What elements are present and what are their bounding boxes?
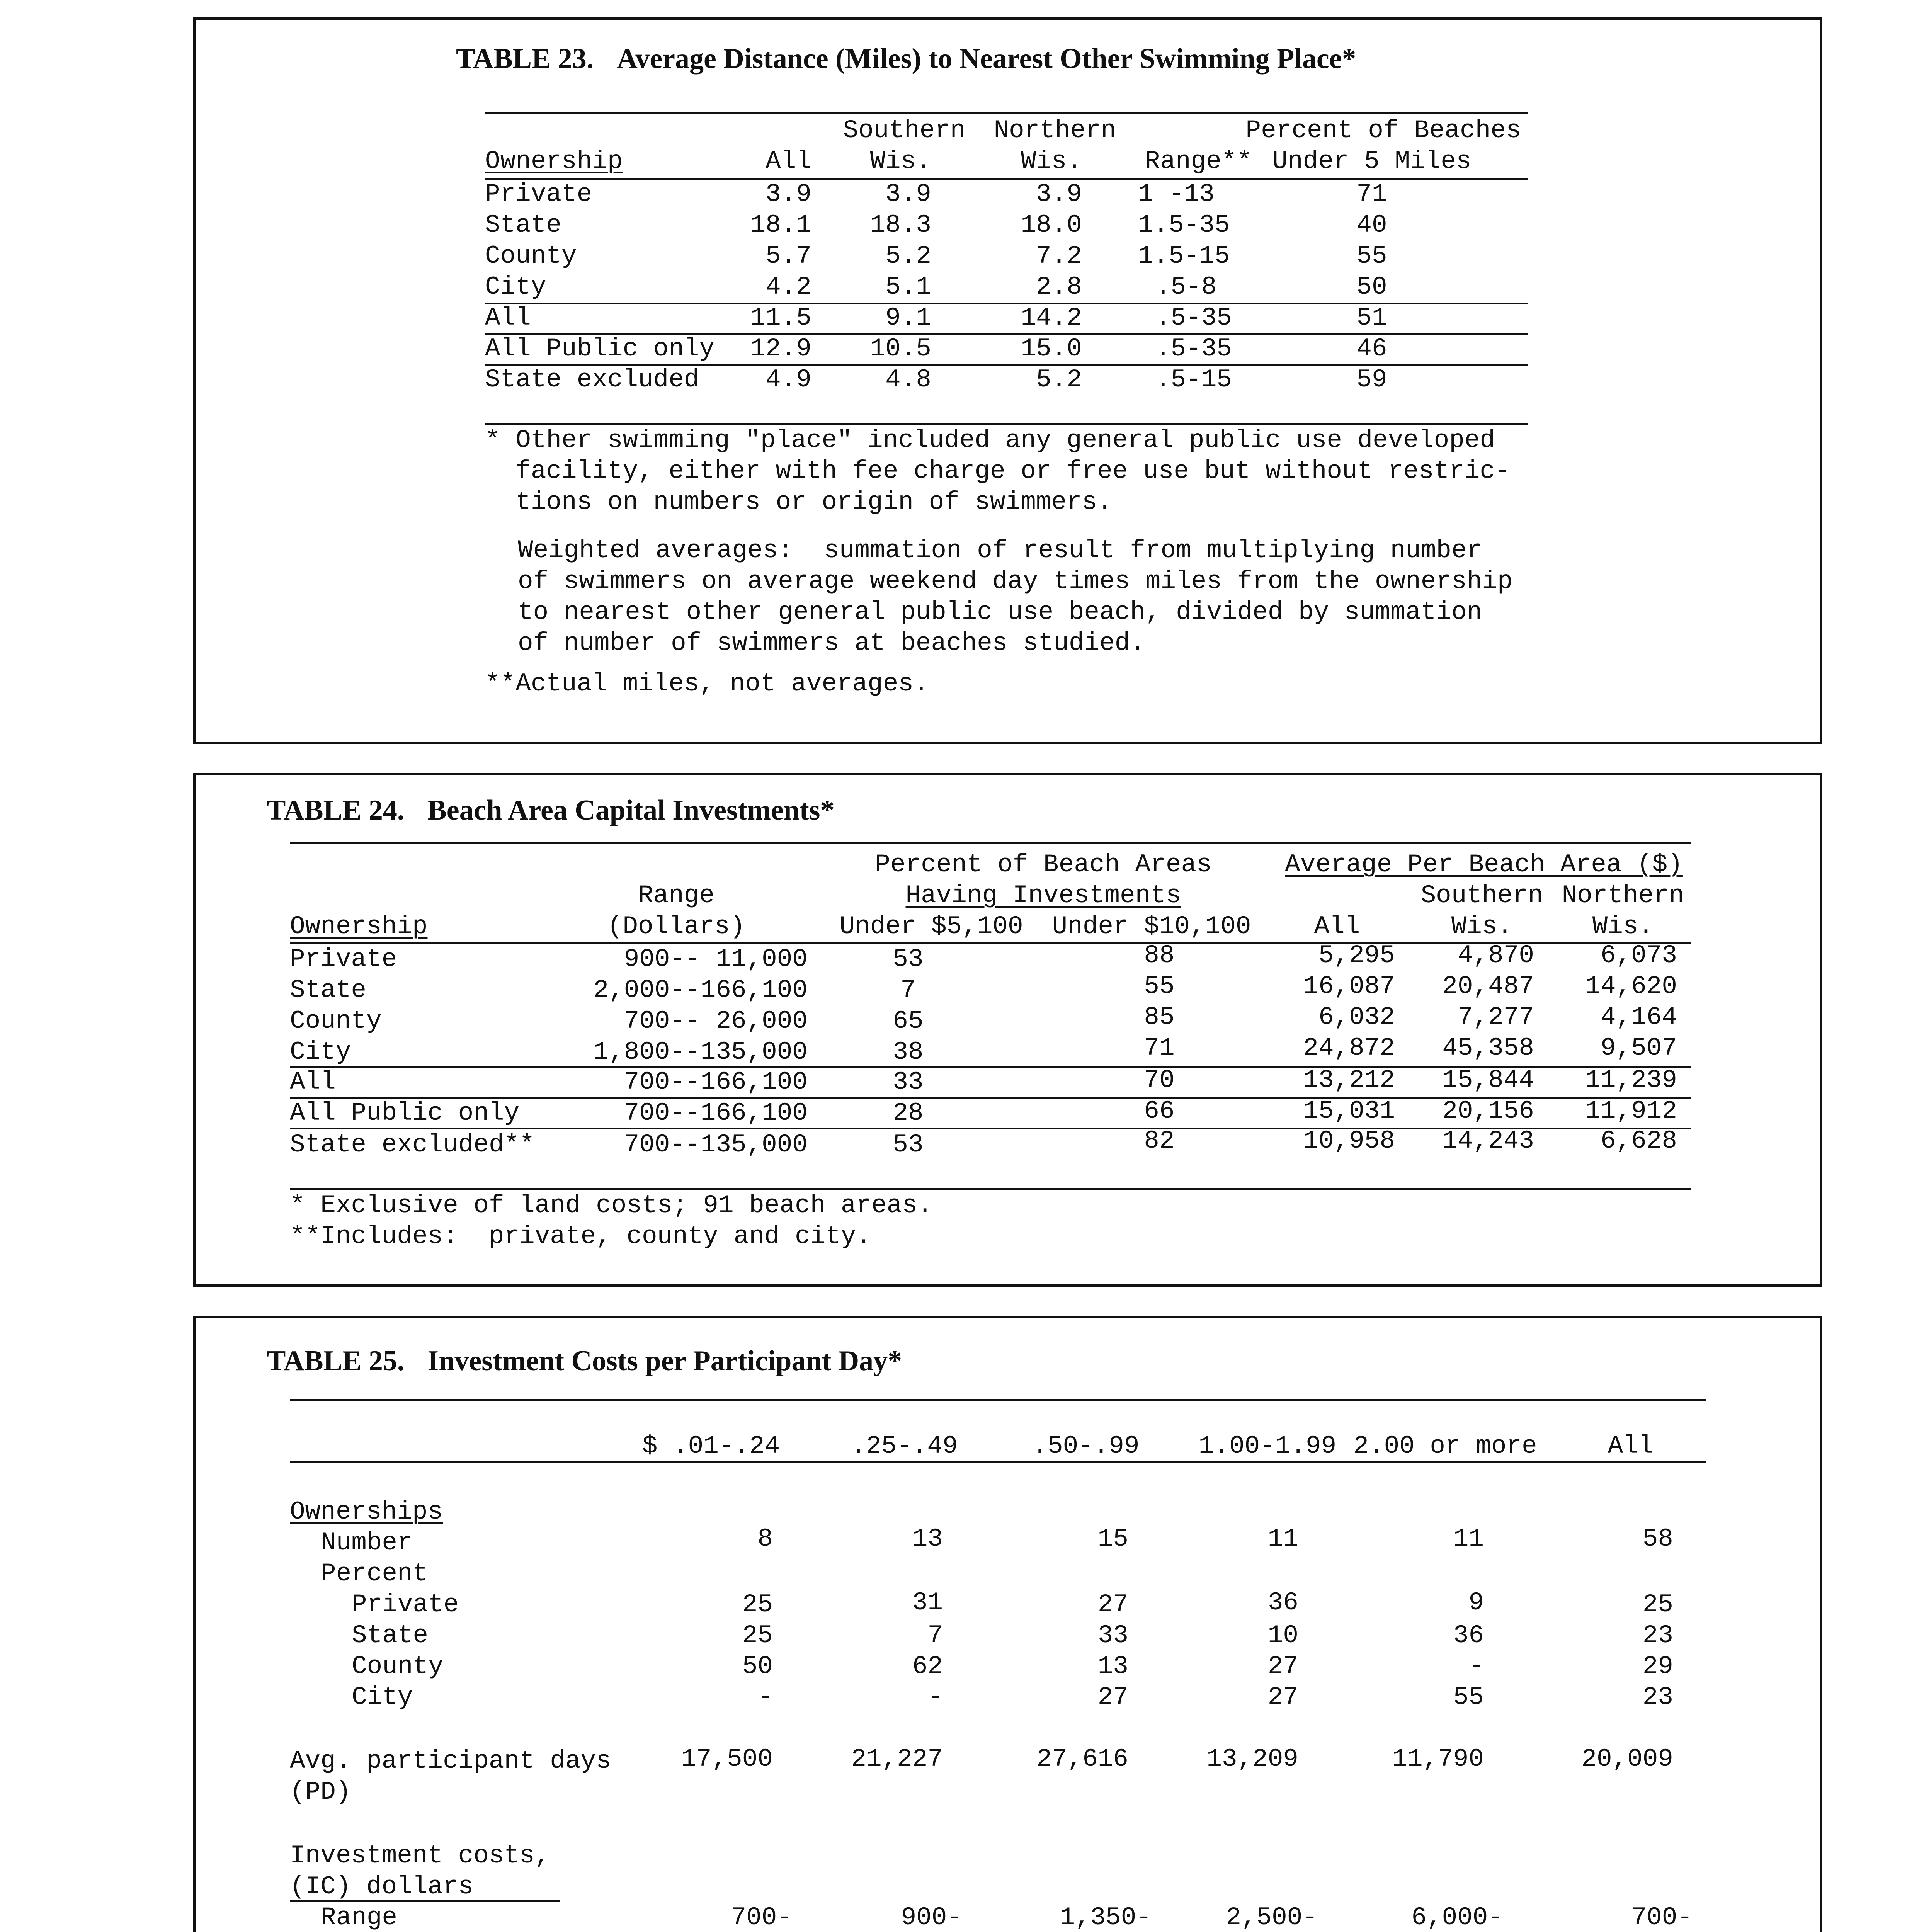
t24-cell-southern: 7,277 [1457,1003,1534,1032]
t25-cell: 36 [1453,1621,1484,1650]
t25-cell: 55 [1453,1683,1484,1712]
t23-cell-all: 4.2 [766,272,811,301]
t25-cell: 21,227 [851,1745,943,1774]
t24-cell-u10100: 55 [1144,972,1175,1001]
t25-col-head-1: $ .01-.24 [642,1432,780,1461]
t24-cell-range: 700--135,000 [624,1130,808,1159]
t24-cell-southern: 20,487 [1442,972,1534,1001]
t25-cell: 13,209 [1206,1745,1298,1774]
table-23-title-text: Average Distance (Miles) to Nearest Other Swimming Place* [617,43,1356,75]
t24-cell-u10100: 85 [1144,1003,1175,1032]
t24-cell-northern: 6,073 [1600,941,1677,970]
t24-cell-u10100: 82 [1144,1126,1175,1155]
t25-cell: 25 [742,1621,773,1650]
t24-cell-ownership: All [290,1068,336,1097]
t25-cell: 11,790 [1392,1745,1484,1774]
t23-cell-southern: 18.3 [870,211,931,240]
t25-row-label: County [352,1652,444,1681]
t24-cell-u10100: 71 [1144,1034,1175,1063]
t25-cell: 27 [1267,1683,1298,1712]
t23-cell-ownership: County [485,242,577,270]
t23-cell-ownership: All Public only [485,334,715,363]
t23-cell-ownership: All [485,303,531,332]
t24-cell-northern: 6,628 [1600,1126,1677,1155]
t24-cell-all: 24,872 [1303,1034,1395,1063]
t24-cell-u5100: 65 [893,1007,924,1036]
t23-cell-percent: 51 [1356,303,1387,332]
t24-cell-northern: 11,239 [1585,1066,1677,1095]
t23-all-head: All [766,147,811,176]
t24-cell-ownership: City [290,1037,351,1066]
t23-cell-northern: 7.2 [1036,242,1082,270]
table-23-top-rule [485,112,1528,114]
t24-cell-range: 1,800--135,000 [593,1037,808,1066]
t23-cell-percent: 50 [1356,272,1387,301]
t23-cell-range: .5-35 [1155,334,1232,363]
t24-cell-southern: 14,243 [1442,1126,1534,1155]
t25-cell: 29 [1642,1652,1673,1681]
t25-cell: 700- [1631,1903,1693,1932]
t25-row-label: City [352,1683,413,1712]
t23-southern-top: Southern [843,116,966,145]
t24-cell-southern: 20,156 [1442,1097,1534,1126]
t25-range-label: Range [321,1903,398,1932]
t23-cell-northern: 3.9 [1036,180,1082,209]
t25-cell: 10 [1267,1621,1298,1650]
t23-range-head: Range** [1145,147,1252,176]
t24-cell-ownership: Private [290,945,397,974]
t23-cell-percent: 71 [1356,180,1387,209]
t25-cell: 20,009 [1581,1745,1673,1774]
t25-avg-pd-label-1: Avg. participant days [290,1747,611,1776]
t24-cell-u10100: 88 [1144,941,1175,970]
t24-northern-top: Northern [1562,881,1684,910]
t25-row-label: State [352,1621,429,1650]
t24-cell-u5100: 53 [893,945,924,974]
t24-cell-all: 10,958 [1303,1126,1395,1155]
t24-range-head: (Dollars) [607,912,745,941]
t23-cell-southern: 5.2 [885,242,931,270]
t23-cell-percent: 46 [1356,334,1387,363]
t23-cell-all: 18.1 [750,211,811,240]
t24-cell-northern: 4,164 [1600,1003,1677,1032]
t24-northern-head: Wis. [1592,912,1654,941]
t24-under5100-head: Under $5,100 [839,912,1023,941]
t24-cell-all: 13,212 [1303,1066,1395,1095]
t25-cell: 25 [1642,1590,1673,1619]
t24-cell-southern: 45,358 [1442,1034,1534,1063]
t23-cell-ownership: Private [485,180,592,209]
t25-cell: 11 [1453,1524,1484,1553]
t25-ownerships-label: Ownerships [290,1497,443,1526]
t24-cell-all: 5,295 [1318,941,1395,970]
t24-cell-u5100: 33 [893,1068,924,1097]
t24-cell-range: 700--166,100 [624,1099,808,1128]
t25-ic-label-2: (IC) dollars [290,1872,474,1901]
table-25-title-text: Investment Costs per Participant Day* [427,1345,902,1377]
t24-footnote: * Exclusive of land costs; 91 beach areas. **Includes: private, county and city. [290,1191,933,1251]
t25-cell: 50 [742,1652,773,1681]
t25-cell: 36 [1267,1588,1298,1617]
t25-cell: 25 [742,1590,773,1619]
t24-cell-u10100: 70 [1144,1066,1175,1095]
t25-cell: 27 [1097,1683,1128,1712]
t23-cell-percent: 59 [1356,365,1387,394]
t25-cell: 2,500- [1226,1903,1318,1932]
t25-header-rule [290,1461,1706,1463]
t25-cell: 27 [1267,1652,1298,1681]
t25-cell: 1,350- [1060,1903,1152,1932]
t25-col-head-5: 2.00 or more [1353,1432,1537,1461]
t24-cell-southern: 15,844 [1442,1066,1534,1095]
t25-ic-label-1: Investment costs, [290,1841,550,1870]
t25-cell: - [1468,1652,1484,1681]
t24-cell-northern: 9,507 [1600,1034,1677,1063]
t24-range-top: Range [638,881,715,910]
t24-under10100-head: Under $10,100 [1052,912,1251,941]
t25-cell: 7 [927,1621,943,1650]
t24-cell-ownership: State [290,976,367,1005]
t25-col-head-6: All [1608,1432,1654,1461]
t25-cell: - [757,1683,773,1712]
t25-cell: 13 [1097,1652,1128,1681]
t24-cell-ownership: State excluded** [290,1130,535,1159]
t25-cell: 23 [1642,1683,1673,1712]
t25-cell: 58 [1642,1524,1673,1553]
t23-southern-head: Wis. [870,147,931,176]
t24-cell-ownership: County [290,1007,382,1036]
t25-cell: 9 [1468,1588,1484,1617]
t24-all-head: All [1314,912,1360,941]
t23-footnote-3: **Actual miles, not averages. [485,669,929,698]
t25-cell: 8 [757,1524,773,1553]
t23-cell-southern: 3.9 [885,180,931,209]
t24-cell-u5100: 38 [893,1037,924,1066]
t23-cell-range: .5-35 [1155,303,1232,332]
t23-percent-top: Percent of Beaches [1245,116,1521,145]
t24-ownership-head: Ownership [290,912,428,941]
t23-cell-ownership: State excluded [485,365,699,394]
t23-cell-ownership: City [485,272,546,301]
t23-cell-ownership: State [485,211,562,240]
table-23-title [456,43,1356,75]
table-25-number: TABLE 25. [267,1345,405,1377]
t23-cell-northern: 5.2 [1036,365,1082,394]
t23-cell-northern: 15.0 [1021,334,1082,363]
t24-top-rule [290,842,1691,844]
t23-cell-range: .5-15 [1155,365,1232,394]
t24-cell-ownership: All Public only [290,1099,520,1128]
t24-cell-range: 700--166,100 [624,1068,808,1097]
t24-pct-top1: Percent of Beach Areas [875,850,1212,879]
t23-northern-head: Wis. [1021,147,1082,176]
t25-cell: 23 [1642,1621,1673,1650]
t24-cell-northern: 11,912 [1585,1097,1677,1126]
t24-cell-u5100: 53 [893,1130,924,1159]
t25-cell: 27,616 [1036,1745,1128,1774]
t24-cell-all: 16,087 [1303,972,1395,1001]
t24-cell-u5100: 7 [900,976,916,1005]
t25-top-rule [290,1399,1706,1401]
t23-percent-head: Under 5 Miles [1272,147,1472,176]
t25-percent-label: Percent [321,1559,428,1588]
t25-cell: 15 [1097,1524,1128,1553]
t23-cell-range: .5-8 [1155,272,1217,301]
t25-cell: 27 [1097,1590,1128,1619]
t24-cell-northern: 14,620 [1585,972,1677,1001]
t25-col-head-4: 1.00-1.99 [1198,1432,1337,1461]
t24-cell-range: 2,000--166,100 [593,976,808,1005]
t23-cell-all: 4.9 [766,365,811,394]
t23-northern-top: Northern [993,116,1116,145]
t25-cell: 33 [1097,1621,1128,1650]
table-24-number: TABLE 24. [267,794,405,826]
t23-ownership-head: Ownership [485,147,623,176]
t25-cell: - [927,1683,943,1712]
t23-cell-all: 11.5 [750,303,811,332]
t25-row-label: Private [352,1590,459,1619]
t24-southern-top: Southern [1420,881,1543,910]
t25-avg-pd-label-2: (PD) [290,1777,351,1806]
t23-cell-southern: 4.8 [885,365,931,394]
t23-cell-southern: 10.5 [870,334,931,363]
t25-cell: 900- [901,1903,962,1932]
t24-cell-u5100: 28 [893,1099,924,1128]
t23-cell-all: 12.9 [750,334,811,363]
t23-cell-percent: 40 [1356,211,1387,240]
t23-cell-northern: 2.8 [1036,272,1082,301]
t25-ic-rule [290,1900,560,1902]
t23-cell-southern: 9.1 [885,303,931,332]
t23-cell-southern: 5.1 [885,272,931,301]
t23-cell-range: 1.5-15 [1138,242,1230,270]
table-25-title [267,1345,902,1378]
t25-col-head-3: .50-.99 [1032,1432,1140,1461]
t24-cell-southern: 4,870 [1457,941,1534,970]
t25-cell: 17,500 [681,1745,773,1774]
t24-pct-top2: Having Investments [905,881,1181,910]
t23-footnote-1: * Other swimming "place" included any general public use developed facility, either with fee charge or free use but without restric- tions on numbers or origin of swimmers. [485,426,1511,517]
t23-cell-northern: 14.2 [1021,303,1082,332]
t23-footnote-2: Weighted averages: summation of result from multiplying number of swimmers on average weekend day times miles from the ownership to nearest other general public use beach, divided by summation of number of swimmers at beaches studied. [518,536,1513,658]
t23-cell-all: 5.7 [766,242,811,270]
table-24-title [267,794,834,827]
t25-cell: 31 [912,1588,943,1617]
t25-number-label: Number [321,1528,413,1557]
t24-cell-range: 900-- 11,000 [624,945,808,974]
t24-cell-all: 6,032 [1318,1003,1395,1032]
t25-cell: 11 [1267,1524,1298,1553]
t23-cell-northern: 18.0 [1021,211,1082,240]
t25-cell: 6,000- [1411,1903,1503,1932]
table-24-title-text: Beach Area Capital Investments* [427,794,835,826]
t25-cell: 13 [912,1524,943,1553]
t23-cell-all: 3.9 [766,180,811,209]
t25-col-head-2: .25-.49 [851,1432,958,1461]
t23-cell-range: 1 -13 [1138,180,1215,209]
t25-cell: 62 [912,1652,943,1681]
t24-cell-u10100: 66 [1144,1097,1175,1126]
table-23-number: TABLE 23. [456,43,594,75]
t25-cell: 700- [731,1903,792,1932]
t23-cell-range: 1.5-35 [1138,211,1230,240]
t24-avg-top: Average Per Beach Area ($) [1285,850,1683,879]
t24-cell-range: 700-- 26,000 [624,1007,808,1036]
t24-southern-head: Wis. [1451,912,1513,941]
t24-cell-all: 15,031 [1303,1097,1395,1126]
t23-cell-percent: 55 [1356,242,1387,270]
